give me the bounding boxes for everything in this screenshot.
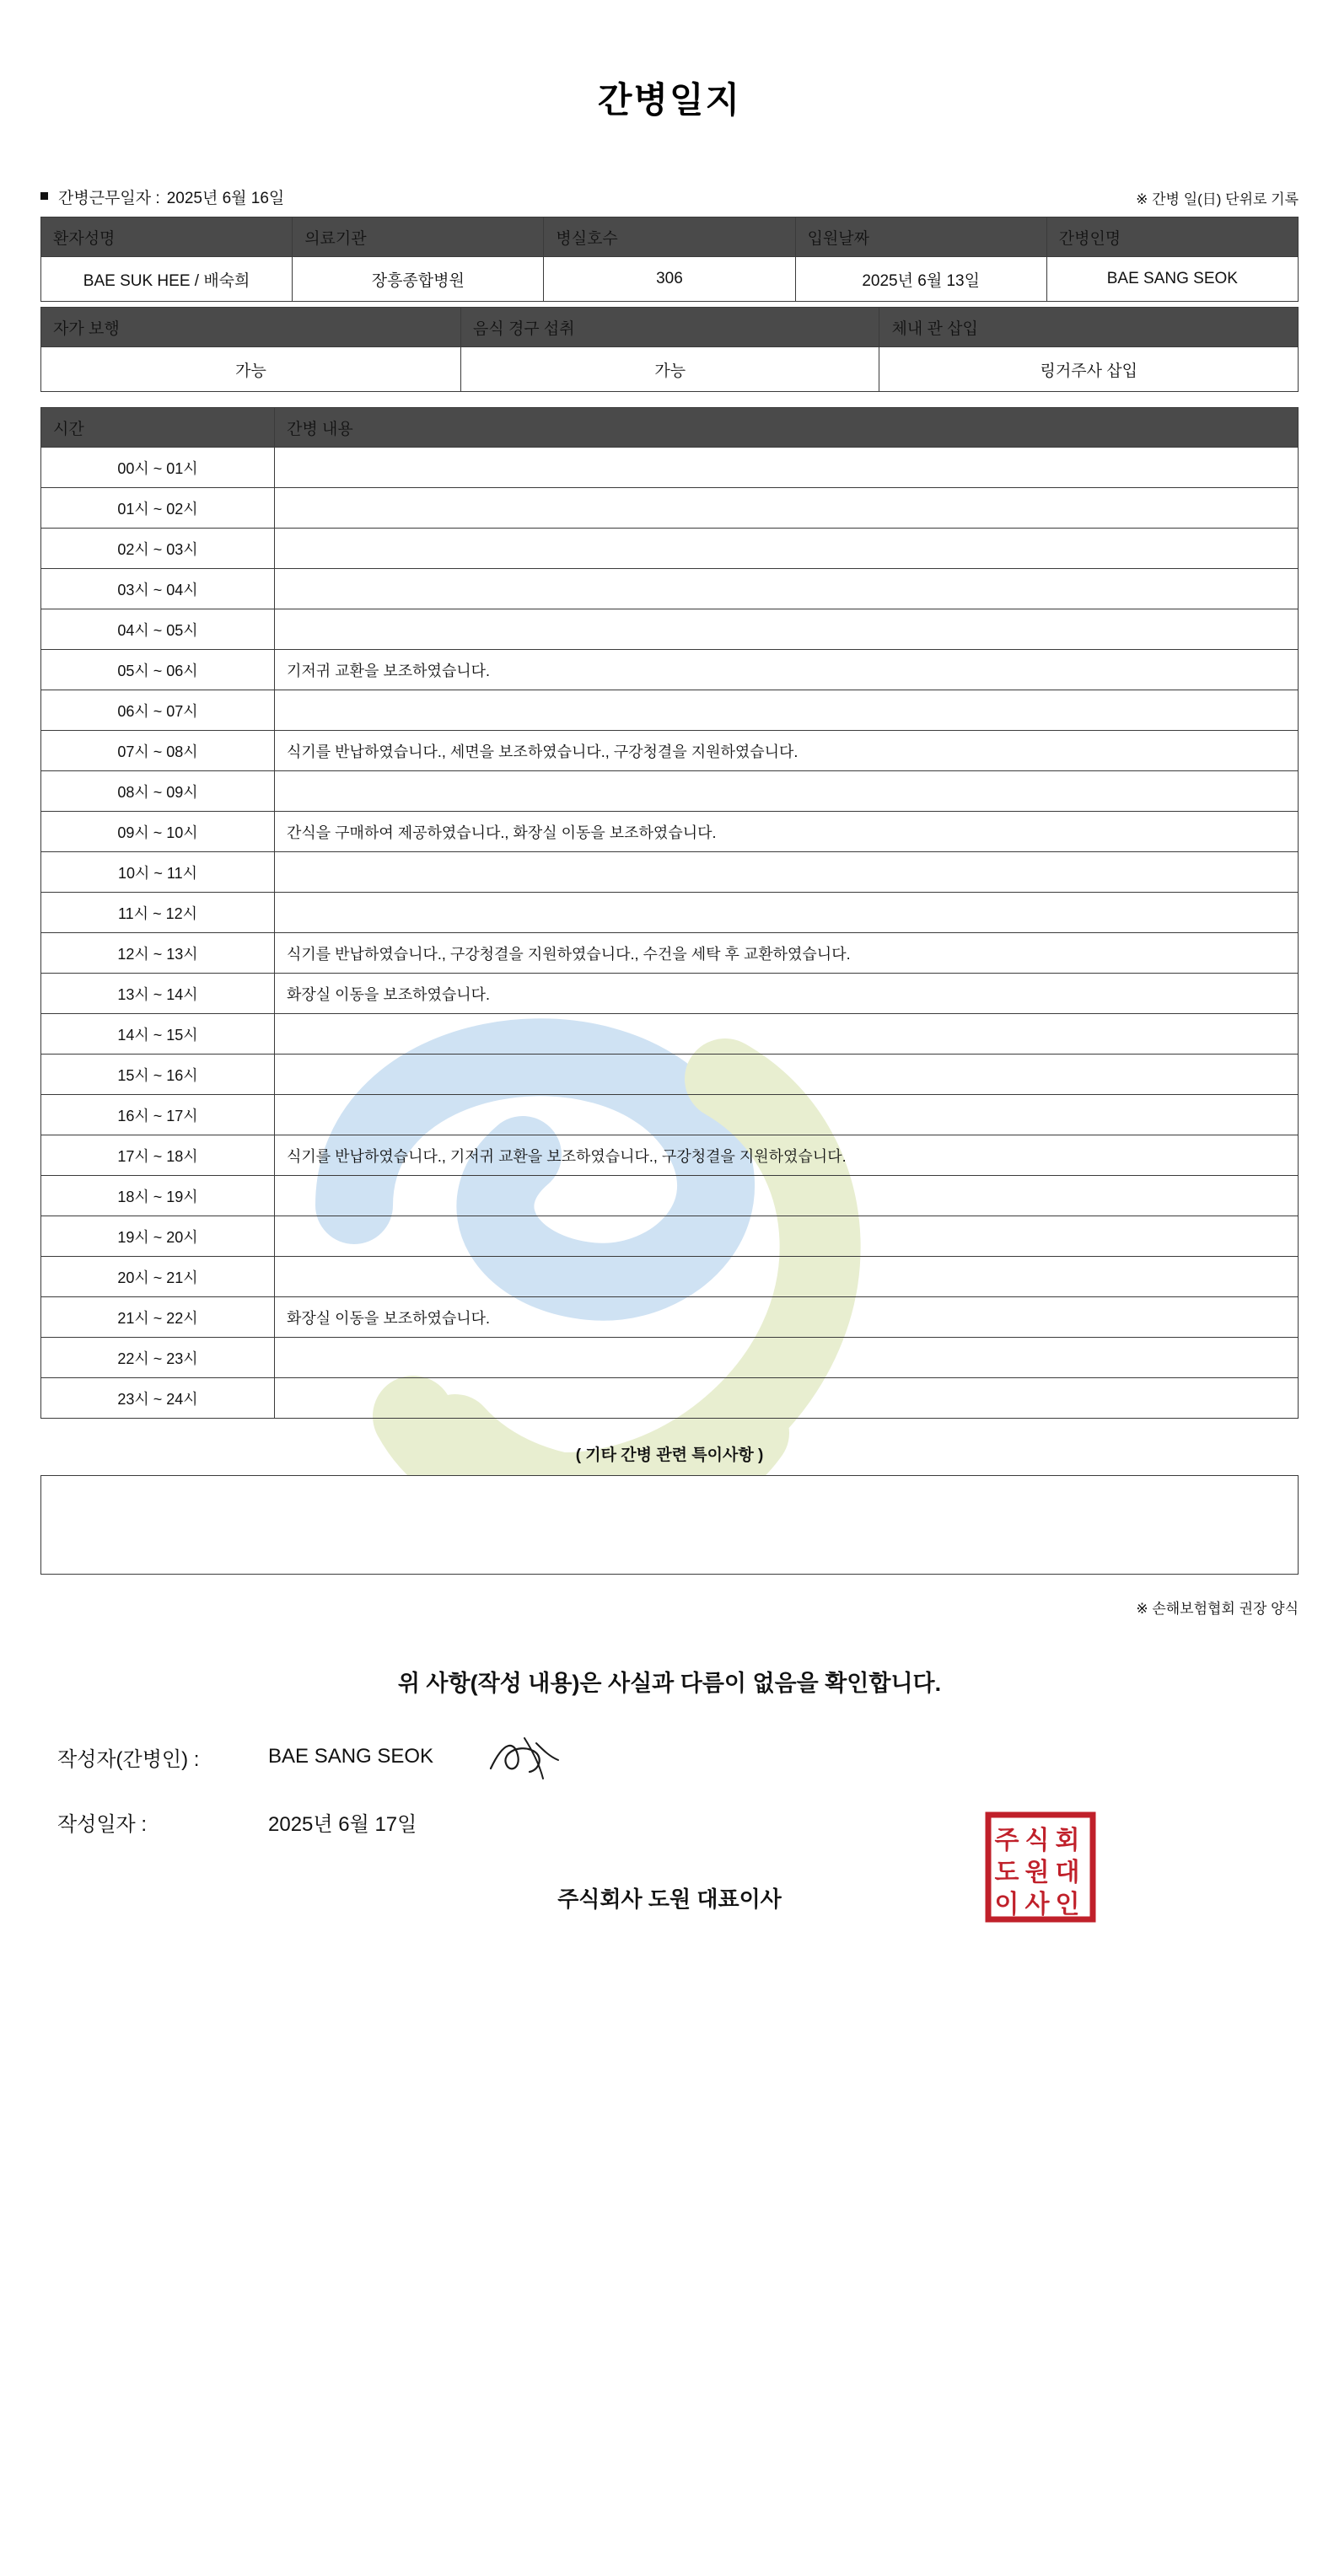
td-time: 04시 ~ 05시 — [41, 609, 275, 650]
table-row — [41, 852, 1299, 893]
svg-text:사: 사 — [1024, 1890, 1050, 1919]
td-time: 23시 ~ 24시 — [41, 1378, 275, 1419]
remark-box[interactable] — [40, 1475, 1299, 1575]
td-hospital: 장흥종합병원 — [293, 257, 544, 302]
table-row — [41, 731, 1299, 771]
td-note: 간식을 구매하여 제공하였습니다., 화장실 이동을 보조하였습니다. — [275, 812, 1299, 852]
date-label: 작성일자 : — [57, 1813, 148, 1836]
td-note — [275, 771, 1299, 812]
table-row — [41, 1014, 1299, 1055]
table-row — [41, 347, 1299, 392]
table-row — [41, 1176, 1299, 1216]
signature-block — [40, 1731, 1299, 1837]
svg-text:원: 원 — [1024, 1858, 1050, 1887]
th-care-content: 간병 내용 — [275, 408, 1299, 448]
td-time: 20시 ~ 21시 — [41, 1257, 275, 1297]
td-note — [275, 1176, 1299, 1216]
td-note: 화장실 이동을 보조하였습니다. — [275, 974, 1299, 1014]
td-time: 18시 ~ 19시 — [41, 1176, 275, 1216]
care-log-table — [40, 407, 1299, 1419]
table-row — [41, 217, 1299, 257]
td-time: 07시 ~ 08시 — [41, 731, 275, 771]
td-time: 05시 ~ 06시 — [41, 650, 275, 690]
table-row — [41, 448, 1299, 488]
company-seal-icon — [985, 1811, 1096, 1923]
svg-text:식: 식 — [1024, 1826, 1050, 1855]
td-note: 식기를 반납하였습니다., 구강청결을 지원하였습니다., 수건을 세탁 후 교환하였습니다. — [275, 933, 1299, 974]
handwritten-signature-icon — [481, 1731, 573, 1782]
page-title: 간병일지 — [597, 80, 742, 120]
table-row — [41, 974, 1299, 1014]
td-time: 06시 ~ 07시 — [41, 690, 275, 731]
table-row — [41, 690, 1299, 731]
th-time: 시간 — [41, 408, 275, 448]
td-time: 19시 ~ 20시 — [41, 1216, 275, 1257]
td-note: 화장실 이동을 보조하였습니다. — [275, 1297, 1299, 1338]
td-time: 02시 ~ 03시 — [41, 529, 275, 569]
svg-text:대: 대 — [1055, 1858, 1080, 1887]
td-note: 식기를 반납하였습니다., 기저귀 교환을 보조하였습니다., 구강청결을 지원하였습니다. — [275, 1135, 1299, 1176]
td-time: 00시 ~ 01시 — [41, 448, 275, 488]
table-row — [41, 771, 1299, 812]
svg-text:이: 이 — [994, 1890, 1019, 1919]
work-date-value: 2025년 6월 16일 — [166, 190, 285, 207]
td-note — [275, 529, 1299, 569]
author-line — [57, 1731, 1299, 1782]
th-hospital: 의료기관 — [293, 217, 544, 257]
td-time: 16시 ~ 17시 — [41, 1095, 275, 1135]
td-admission-date: 2025년 6월 13일 — [795, 257, 1046, 302]
td-time: 03시 ~ 04시 — [41, 569, 275, 609]
table-row — [41, 529, 1299, 569]
td-note — [275, 1095, 1299, 1135]
meta-row — [40, 185, 1299, 208]
square-bullet-icon — [40, 192, 48, 200]
th-patient-name: 환자성명 — [41, 217, 293, 257]
th-tube-insertion: 체내 관 삽입 — [879, 308, 1299, 347]
td-note — [275, 893, 1299, 933]
svg-text:주: 주 — [994, 1826, 1019, 1855]
th-self-walking: 자가 보행 — [41, 308, 461, 347]
td-note — [275, 690, 1299, 731]
td-note — [275, 1216, 1299, 1257]
company-line: 주식회사 도원 대표이사 — [557, 1886, 782, 1912]
td-note — [275, 609, 1299, 650]
td-patient-name: BAE SUK HEE / 배숙희 — [41, 257, 293, 302]
svg-text:도: 도 — [994, 1858, 1019, 1887]
table-row — [41, 1095, 1299, 1135]
td-time: 11시 ~ 12시 — [41, 893, 275, 933]
td-caregiver-name: BAE SANG SEOK — [1046, 257, 1298, 302]
td-time: 22시 ~ 23시 — [41, 1338, 275, 1378]
confirmation-statement: 위 사항(작성 내용)은 사실과 다름이 없음을 확인합니다. — [397, 1671, 942, 1696]
th-oral-intake: 음식 경구 섭취 — [460, 308, 879, 347]
td-room-no: 306 — [544, 257, 795, 302]
table-row — [41, 1135, 1299, 1176]
svg-text:회: 회 — [1055, 1826, 1080, 1855]
th-caregiver-name: 간병인명 — [1046, 217, 1298, 257]
td-time: 01시 ~ 02시 — [41, 488, 275, 529]
th-admission-date: 입원날짜 — [795, 217, 1046, 257]
td-note — [275, 1014, 1299, 1055]
remark-title: ( 기타 간병 관련 특이사항 ) — [575, 1446, 764, 1464]
table-row — [41, 408, 1299, 448]
td-note — [275, 1378, 1299, 1419]
td-time: 17시 ~ 18시 — [41, 1135, 275, 1176]
td-tube-insertion: 링거주사 삽입 — [879, 347, 1299, 392]
date-value: 2025년 6월 17일 — [268, 1813, 417, 1836]
table-row — [41, 488, 1299, 529]
td-note — [275, 1257, 1299, 1297]
th-room-no: 병실호수 — [544, 217, 795, 257]
patient-info-table — [40, 217, 1299, 302]
table-row — [41, 1378, 1299, 1419]
td-time: 12시 ~ 13시 — [41, 933, 275, 974]
date-line — [57, 1807, 1299, 1837]
td-note — [275, 448, 1299, 488]
td-note — [275, 569, 1299, 609]
table-row — [41, 1055, 1299, 1095]
td-self-walking: 가능 — [41, 347, 461, 392]
table-row — [41, 812, 1299, 852]
td-time: 13시 ~ 14시 — [41, 974, 275, 1014]
td-note — [275, 1055, 1299, 1095]
table-row — [41, 609, 1299, 650]
author-label: 작성자(간병인) : — [57, 1747, 200, 1771]
td-note: 기저귀 교환을 보조하였습니다. — [275, 650, 1299, 690]
td-time: 10시 ~ 11시 — [41, 852, 275, 893]
td-time: 08시 ~ 09시 — [41, 771, 275, 812]
table-row — [41, 569, 1299, 609]
table-row — [41, 893, 1299, 933]
td-note — [275, 1338, 1299, 1378]
table-row — [41, 257, 1299, 302]
work-date — [40, 185, 284, 208]
td-note — [275, 488, 1299, 529]
td-time: 14시 ~ 15시 — [41, 1014, 275, 1055]
unit-note: ※ 간병 일(日) 단위로 기록 — [1136, 191, 1299, 207]
td-time: 15시 ~ 16시 — [41, 1055, 275, 1095]
table-row — [41, 1338, 1299, 1378]
svg-text:인: 인 — [1055, 1890, 1080, 1919]
td-time: 21시 ~ 22시 — [41, 1297, 275, 1338]
company-line-wrap — [40, 1826, 1299, 1919]
table-row — [41, 1257, 1299, 1297]
condition-table — [40, 307, 1299, 392]
table-row — [41, 650, 1299, 690]
table-row — [41, 933, 1299, 974]
table-row — [41, 308, 1299, 347]
author-value: BAE SANG SEOK — [268, 1745, 434, 1768]
td-time: 09시 ~ 10시 — [41, 812, 275, 852]
association-note: ※ 손해보험협회 권장 양식 — [1136, 1601, 1299, 1617]
table-row — [41, 1297, 1299, 1338]
td-note: 식기를 반납하였습니다., 세면을 보조하였습니다., 구강청결을 지원하였습니다. — [275, 731, 1299, 771]
td-oral-intake: 가능 — [460, 347, 879, 392]
td-note — [275, 852, 1299, 893]
work-date-label: 간병근무일자 : — [58, 190, 160, 207]
table-row — [41, 1216, 1299, 1257]
